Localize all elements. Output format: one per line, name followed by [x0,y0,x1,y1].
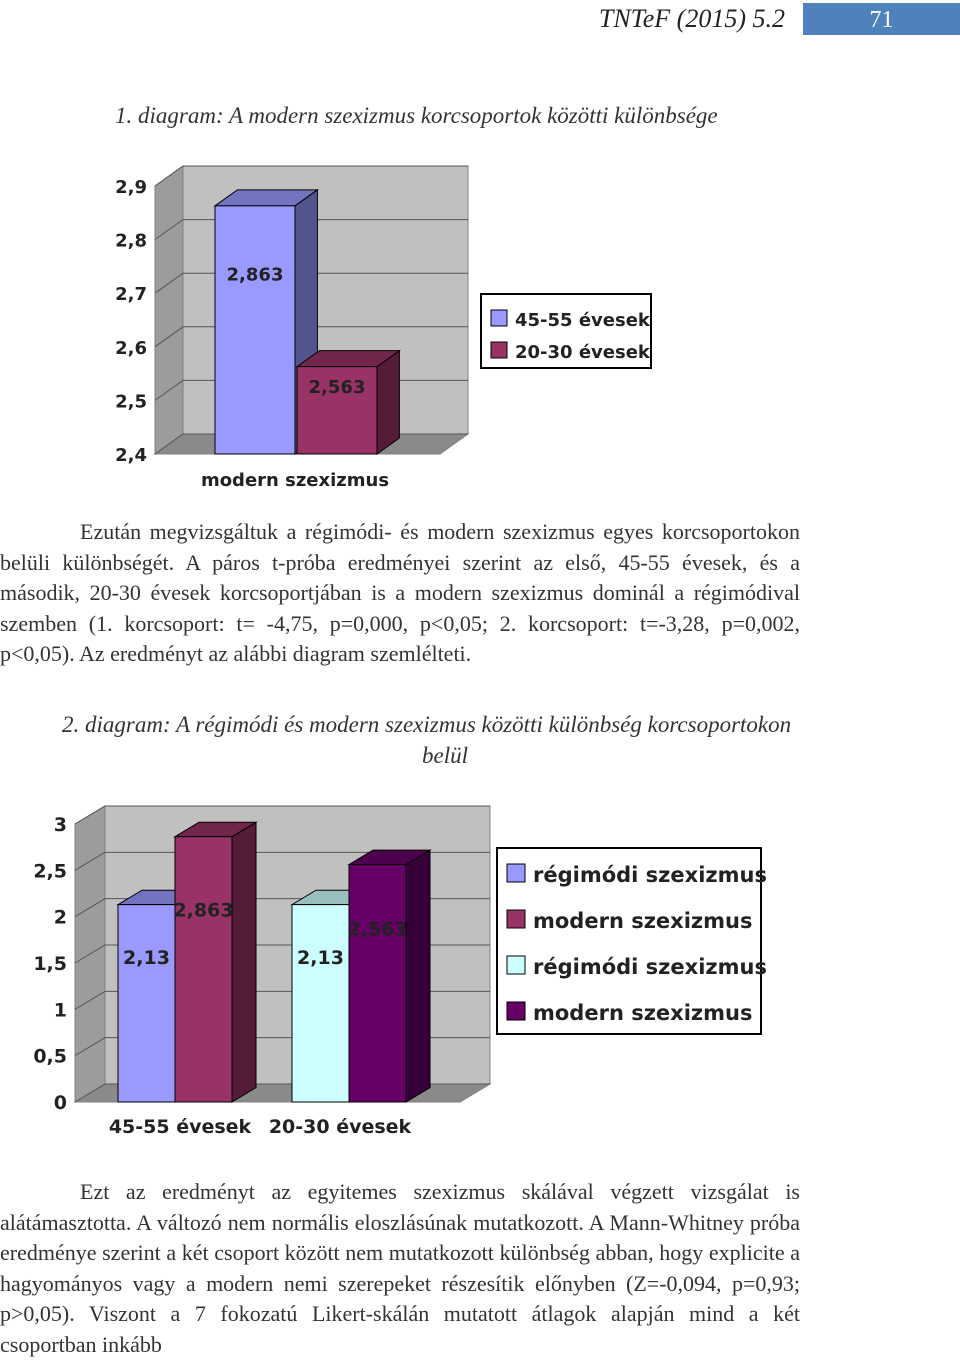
page-header [0,0,960,40]
bar-data-label: 2,13 [297,946,344,969]
diagram-1-caption: 1. diagram: A modern szexizmus korcsoportok közötti különbsége [115,103,718,128]
bar [118,905,175,1102]
y-tick-label: 2,6 [115,337,147,359]
y-tick-label: 2,4 [115,445,147,466]
x-category-label: 20-30 évesek [268,1116,412,1138]
paragraph-1 [0,517,800,670]
y-tick-label: 1 [53,999,67,1022]
legend-swatch [507,910,525,928]
legend-label: modern szexizmus [533,909,753,933]
legend-swatch [491,310,507,326]
legend-label: régimódi szexizmus [533,863,767,887]
paragraph-2-text: Ezt az eredményt az egyitemes szexizmus skálával végzett vizsgálat is alátámasztotta. A változó nem normális eloszlásúnak mutatkozott. A Mann-Whitney próba eredménye szerint a két csoport között nem mutatkozott különbség abban, hogy explicite a hagyományos vagy a modern nemi szerepeket részesítik előnyben (Z=-0,094, p=0,93; p>0,05). Viszont a 7 fokozatú Likert-skálán mutatott átlagok alapján mind a két csoportban inkább [0,1179,800,1357]
journal-reference: TNTeF (2015) 5.2 [598,4,785,33]
bar-data-label: 2,563 [347,918,408,941]
legend-label: 20-30 évesek [515,342,650,363]
y-tick-label: 2 [53,906,67,929]
bar-side [377,351,399,454]
chart-1 [100,158,780,503]
x-category-label: 45-55 évesek [108,1116,252,1138]
bar [349,864,406,1102]
y-tick-label: 0 [53,1092,67,1114]
legend-label: régimódi szexizmus [533,955,767,979]
bar-side [406,850,430,1102]
y-tick-label: 2,7 [115,284,147,306]
y-tick-label: 2,5 [115,391,147,413]
legend-swatch [491,342,507,358]
x-category-label: modern szexizmus [200,470,390,491]
y-tick-label: 0,5 [33,1045,67,1068]
legend-swatch [507,956,525,974]
chart-2 [33,800,810,1155]
y-tick-label: 2,8 [115,230,147,252]
y-tick-label: 3 [53,814,67,836]
bar-data-label: 2,863 [226,264,284,286]
bar [175,837,232,1102]
y-tick-label: 2,5 [33,860,67,883]
diagram-2-caption-line-1: 2. diagram: A régimódi és modern szexizmus közötti különbség korcsoportokon [62,712,792,737]
legend-swatch [507,1002,525,1020]
page-number: 71 [803,3,960,35]
bar-data-label: 2,863 [173,899,234,922]
diagram-2-caption-line-2: belül [422,743,468,768]
bar [215,206,295,454]
y-tick-label: 1,5 [33,953,67,975]
bar [292,905,349,1102]
legend-label: modern szexizmus [533,1001,753,1025]
bar-side [232,822,256,1102]
chart-side-wall [155,166,183,454]
bar-data-label: 2,563 [308,376,366,398]
y-tick-label: 2,9 [115,177,147,198]
paragraph-2 [0,1177,800,1360]
legend-swatch [507,864,525,882]
paragraph-1-text: Ezután megvizsgáltuk a régimódi- és modern szexizmus egyes korcsoportokon belüli különbségét. A páros t-próba eredményei szerint az első, 45-55 évesek, és a második, 20-30 évesek korcsoportjában is a modern szexizmus dominál a régimódival szemben (1. korcsoport: t= -4,75, p=0,000, p<0,05; 2. korcsoport: t=-3,28, p=0,002, p<0,05). Az eredményt az alábbi diagram szemlélteti. [0,519,800,666]
legend-label: 45-55 évesek [515,310,650,331]
bar-data-label: 2,13 [123,946,170,969]
